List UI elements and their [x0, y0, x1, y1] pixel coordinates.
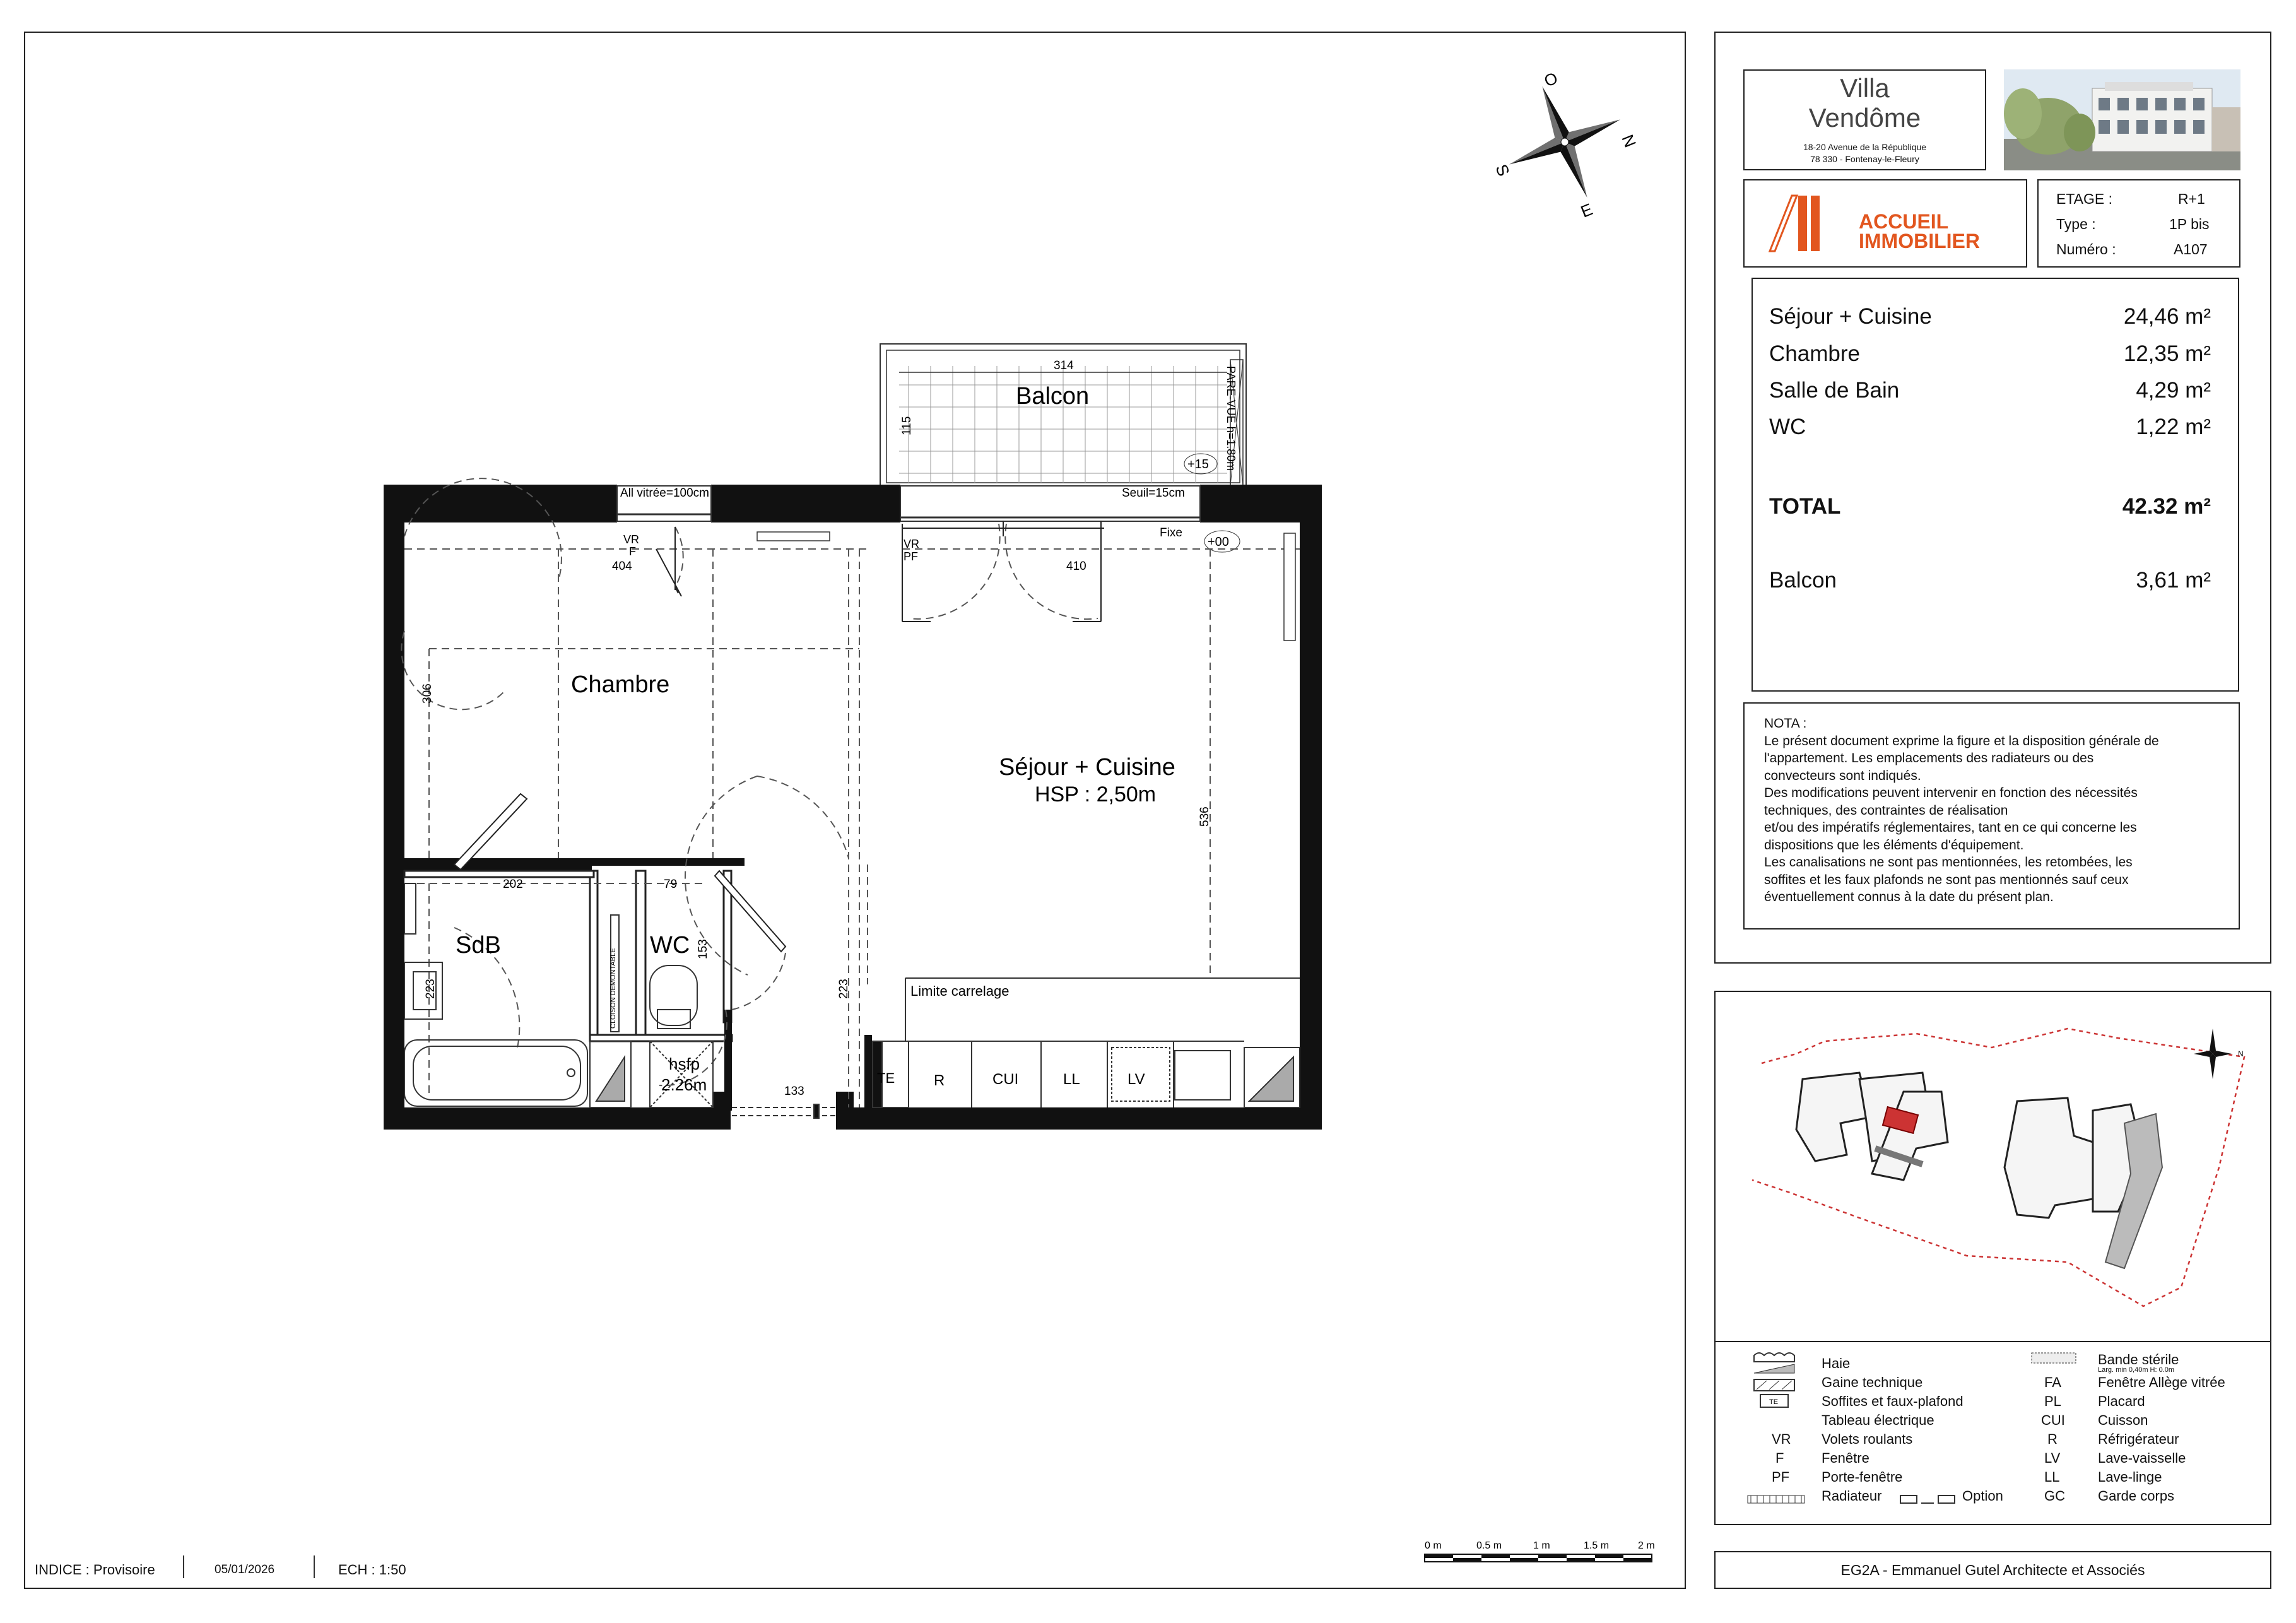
vr-label: VR — [623, 533, 640, 546]
type-label: Type : — [2056, 216, 2096, 232]
nota-line: techniques, des contraintes de réalisation — [1764, 803, 2008, 818]
dim-223b: 223 — [837, 979, 851, 999]
dim-223a: 223 — [424, 979, 437, 999]
nota-line: convecteurs sont indiqués. — [1764, 768, 1921, 783]
wc-label: WC — [650, 932, 690, 959]
footer-ech: ECH : 1:50 — [338, 1562, 406, 1578]
legend-code-fa: FA — [2044, 1374, 2061, 1390]
pare-vue-label: PARE-VUE h=1.80m — [1225, 366, 1237, 471]
haie-icon — [1754, 1353, 1794, 1362]
dim-536: 536 — [1198, 806, 1211, 827]
brand-line2: IMMOBILIER — [1859, 230, 1980, 252]
legend-label-vr: Volets roulants — [1822, 1431, 1913, 1447]
sdb-label: SdB — [456, 932, 501, 959]
level-floor: +00 — [1208, 535, 1229, 549]
legend-label-haie: Haie — [1822, 1355, 1851, 1371]
legend-label-cui: Cuisson — [2098, 1412, 2148, 1428]
brand-line1: ACCUEIL — [1859, 210, 1949, 233]
nota-line: Le présent document exprime la figure et la disposition générale de — [1764, 733, 2159, 748]
situation-compass-icon — [2194, 1029, 2232, 1079]
legend-label-f: Fenêtre — [1822, 1450, 1869, 1466]
kitchen-ll: LL — [1063, 1071, 1080, 1088]
seuil-label: Seuil=15cm — [1122, 487, 1185, 500]
all-vitree-label: All vitrée=100cm — [620, 487, 709, 500]
numero-label: Numéro : — [2056, 241, 2116, 257]
legend-label-tableau: Tableau électrique — [1822, 1412, 1934, 1428]
brand-logo-icon — [1767, 194, 1823, 252]
dim-79: 79 — [664, 878, 678, 891]
compass-n: N — [1618, 132, 1640, 150]
compass-s: S — [1492, 162, 1514, 179]
dim-153: 153 — [697, 939, 710, 959]
situation-compass-n: N — [2238, 1049, 2244, 1058]
legend-label-fa: Fenêtre Allège vitrée — [2098, 1374, 2225, 1390]
hsfp-value: 2.26m — [661, 1075, 707, 1094]
situation-map — [1714, 991, 2271, 1341]
areas-box — [1751, 278, 2239, 692]
legend-code-pf: PF — [1772, 1469, 1790, 1485]
balcon-label: Balcon — [1016, 383, 1090, 410]
dim-410: 410 — [1066, 560, 1086, 573]
dim-314: 314 — [1054, 359, 1074, 372]
nota-text — [1764, 715, 2231, 906]
cloison-label: CLOISON DEMONTABLE — [609, 948, 617, 1029]
legend-label-option: Option — [1962, 1488, 2003, 1504]
project-address-line1: 18-20 Avenue de la République — [1803, 142, 1927, 152]
dim-202: 202 — [503, 878, 523, 891]
nota-line: éventuellement connus à la date du présent plan. — [1764, 890, 2054, 904]
legend-label-r: Réfrigérateur — [2098, 1431, 2179, 1447]
hsfp-label: hsfp — [669, 1054, 700, 1073]
project-address-line2: 78 330 - Fontenay-le-Fleury — [1810, 154, 1919, 164]
legend-label-pl: Placard — [2098, 1393, 2145, 1409]
project-name-line1: Villa — [1840, 73, 1890, 103]
legend-code-cui: CUI — [2041, 1412, 2065, 1428]
bande-sterile-icon — [2032, 1353, 2076, 1363]
legend-note-bande: Larg. min 0,40m H: 0.0m — [2098, 1366, 2175, 1374]
legend-code-gc: GC — [2044, 1488, 2065, 1504]
level-balcon: +15 — [1187, 457, 1209, 471]
architect-credit: EG2A - Emmanuel Gutel Architecte et Associés — [1840, 1562, 2145, 1578]
scale-label: 1 m — [1533, 1540, 1550, 1551]
scale-label: 0 m — [1425, 1540, 1442, 1551]
etage-label: ETAGE : — [2056, 191, 2113, 207]
numero-value: A107 — [2174, 241, 2208, 257]
compass-o: O — [1541, 68, 1561, 91]
legend-code — [1773, 1404, 1774, 1405]
dim-404: 404 — [612, 560, 632, 573]
legend-code-pl: PL — [2044, 1393, 2061, 1409]
soffite-icon — [1754, 1379, 1794, 1391]
limite-carrelage-label: Limite carrelage — [910, 983, 1010, 999]
legend-code-lv: LV — [2044, 1450, 2061, 1466]
hsp-label: HSP : 2,50m — [1035, 782, 1157, 806]
footer-indice: INDICE : Provisoire — [35, 1562, 155, 1578]
nota-title: NOTA : — [1764, 716, 1807, 731]
legend-divider — [1714, 1341, 2271, 1342]
pf-label: PF — [904, 550, 919, 563]
nota-line: l'appartement. Les emplacements des radiateurs ou des — [1764, 751, 2094, 765]
kitchen-lv: LV — [1127, 1071, 1145, 1088]
kitchen-cui: CUI — [992, 1071, 1019, 1088]
legend-code-r: R — [2047, 1431, 2058, 1447]
nota-line: Les canalisations ne sont pas mentionnées, les retombées, les — [1764, 855, 2133, 870]
gaine-technique-icon — [1754, 1364, 1794, 1373]
legend-code-f: F — [1775, 1450, 1784, 1466]
dim-133: 133 — [784, 1085, 804, 1098]
radiateur-icon — [1748, 1496, 1804, 1503]
legend-label-gaine: Gaine technique — [1822, 1374, 1923, 1390]
scale-label: 1.5 m — [1584, 1540, 1610, 1551]
scale-label: 0.5 m — [1476, 1540, 1502, 1551]
scale-label: 2 m — [1638, 1540, 1655, 1551]
dim-115: 115 — [900, 416, 914, 435]
kitchen-te: TE — [877, 1070, 895, 1086]
legend-label-pf: Porte-fenêtre — [1822, 1469, 1903, 1485]
exterior-walls — [384, 485, 1322, 1130]
chambre-label: Chambre — [571, 671, 670, 698]
nota-line: soffites et les faux plafonds ne sont pas mentionnés sauf ceux — [1764, 872, 2129, 887]
building-photo — [2004, 69, 2240, 170]
legend-label-lv: Lave-vaisselle — [2098, 1450, 2186, 1466]
legend-code-vr: VR — [1772, 1431, 1791, 1447]
project-name-line2: Vendôme — [1808, 103, 1921, 133]
type-value: 1P bis — [2169, 216, 2210, 232]
kitchen-r: R — [934, 1072, 945, 1089]
legend-code-ll: LL — [2044, 1469, 2060, 1485]
nota-line: dispositions que les éléments d'équipement. — [1764, 837, 2024, 853]
legend-label-ll: Lave-linge — [2098, 1469, 2162, 1485]
legend-label-bande: Bande stérile — [2098, 1352, 2179, 1367]
etage-value: R+1 — [2178, 191, 2205, 207]
tableau-electrique-icon — [1760, 1395, 1788, 1407]
nota-line: et/ou des impératifs réglementaires, tant en ce qui concerne les — [1764, 820, 2137, 835]
fixe-label: Fixe — [1160, 526, 1182, 540]
svg-text:TE: TE — [1769, 1398, 1779, 1406]
legend-label-soffites: Soffites et faux-plafond — [1822, 1393, 1963, 1409]
plan-dashed — [401, 478, 1300, 1107]
f-label: F — [629, 545, 636, 558]
nota-line: Des modifications peuvent intervenir en fonction des nécessités — [1764, 786, 2138, 800]
dim-306: 306 — [421, 683, 434, 704]
footer-date: 05/01/2026 — [215, 1563, 275, 1576]
compass-e: E — [1578, 199, 1596, 221]
vr2-label: VR — [904, 538, 920, 550]
sejour-label: Séjour + Cuisine — [999, 754, 1175, 781]
option-dashed-icon — [1900, 1496, 1955, 1503]
legend-label-gc: Garde corps — [2098, 1488, 2175, 1504]
legend-label-radiateur: Radiateur — [1822, 1488, 1882, 1504]
